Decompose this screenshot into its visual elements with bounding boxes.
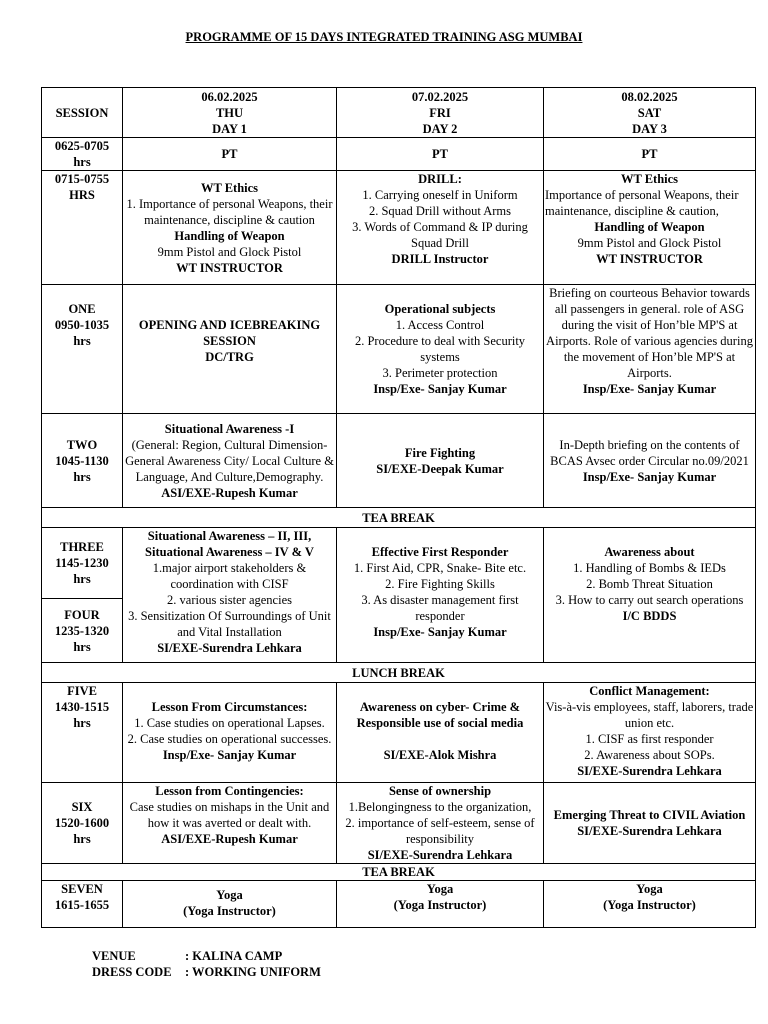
session-cell: Lesson From Circumstances: 1. Case studies on operational Lapses. 2. Case studies on operational successes. Insp/Exe- Sanjay Kumar: [123, 683, 337, 783]
day-weekday: FRI: [429, 105, 451, 120]
day-date: 07.02.2025: [411, 89, 469, 104]
session-cell: PT: [544, 138, 756, 171]
session-time: ONE 0950-1035 hrs: [42, 285, 123, 414]
session-time: THREE 1145-1230 hrs: [42, 528, 123, 599]
session-row: [42, 285, 756, 414]
session-cell: Situational Awareness – II, III, Situational Awareness – IV & V 1.major airport stakeholders & coordination with CISF 2. various sister agencies 3. Sensitization Of Surroundings of Unit and Vital Installation SI/EXE-Surendra Lehkara: [123, 528, 337, 663]
session-cell: WT Ethics Importance of personal Weapons, their maintenance, discipline & caution, Handling of Weapon 9mm Pistol and Glock Pistol WT INSTRUCTOR: [544, 171, 756, 285]
session-row: [42, 414, 756, 508]
session-time: SIX 1520-1600 hrs: [42, 783, 123, 864]
day-header: [123, 88, 337, 138]
venue-line: [92, 948, 321, 964]
session-cell: Emerging Threat to CIVIL Aviation SI/EXE-Surendra Lehkara: [544, 783, 756, 864]
day-date: 06.02.2025: [201, 89, 258, 104]
session-row: [42, 171, 756, 285]
venue-value: : KALINA CAMP: [185, 949, 283, 963]
break-row: [42, 508, 756, 528]
schedule-table: [41, 87, 756, 928]
dress-code-value: : WORKING UNIFORM: [185, 965, 321, 979]
day-header: [337, 88, 544, 138]
session-cell: PT: [123, 138, 337, 171]
break-row: [42, 663, 756, 683]
session-row: [42, 683, 756, 783]
break-row: [42, 864, 756, 881]
session-time: 0625-0705 hrs: [42, 138, 123, 171]
session-time: TWO 1045-1130 hrs: [42, 414, 123, 508]
day-weekday: SAT: [637, 105, 662, 120]
session-cell: Yoga (Yoga Instructor): [123, 881, 337, 928]
session-header: SESSION: [42, 88, 123, 138]
session-cell: OPENING AND ICEBREAKING SESSION DC/TRG: [123, 285, 337, 414]
session-cell: Situational Awareness -I (General: Region, Cultural Dimension- General Awareness City/ Local Culture & Language, And Culture,Demography. ASI/EXE-Rupesh Kumar: [123, 414, 337, 508]
day-header: [544, 88, 756, 138]
session-time: FOUR 1235-1320 hrs: [42, 599, 123, 663]
session-time: SEVEN 1615-1655: [42, 881, 123, 928]
session-cell: Awareness on cyber- Crime & Responsible use of social media SI/EXE-Alok Mishra: [337, 683, 544, 783]
session-cell: Yoga (Yoga Instructor): [337, 881, 544, 928]
day-weekday: THU: [215, 105, 244, 120]
tea-break: TEA BREAK: [42, 508, 756, 528]
day-number: DAY 1: [212, 121, 247, 136]
session-cell: In-Depth briefing on the contents of BCAS Avsec order Circular no.09/2021 Insp/Exe- Sanjay Kumar: [544, 414, 756, 508]
session-time: 0715-0755 HRS: [42, 171, 123, 285]
day-number: DAY 2: [422, 121, 458, 136]
session-cell: DRILL: 1. Carrying oneself in Uniform 2. Squad Drill without Arms 3. Words of Command & IP during Squad Drill DRILL Instructor: [337, 171, 544, 285]
session-cell: Effective First Responder 1. First Aid, CPR, Snake- Bite etc. 2. Fire Fighting Skills 3. As disaster management first responder Insp/Exe- Sanjay Kumar: [337, 528, 544, 663]
session-cell: Conflict Management: Vis-à-vis employees, staff, laborers, trade union etc. 1. CISF as first responder 2. Awareness about SOPs. SI/EXE-Surendra Lehkara: [544, 683, 756, 783]
session-cell: Lesson from Contingencies: Case studies on mishaps in the Unit and how it was averted or dealt with. ASI/EXE-Rupesh Kumar: [123, 783, 337, 864]
session-cell: PT: [337, 138, 544, 171]
venue-label: VENUE: [92, 949, 136, 963]
session-cell: Fire Fighting SI/EXE-Deepak Kumar: [337, 414, 544, 508]
page-title: PROGRAMME OF 15 DAYS INTEGRATED TRAINING ASG MUMBAI: [185, 30, 583, 44]
session-cell: WT Ethics 1. Importance of personal Weapons, their maintenance, discipline & caution Handling of Weapon 9mm Pistol and Glock Pistol WT INSTRUCTOR: [123, 171, 337, 285]
session-row: [42, 881, 756, 928]
tea-break: TEA BREAK: [42, 864, 756, 881]
session-cell: Sense of ownership 1.Belongingness to the organization, 2. importance of self-esteem, sense of responsibility SI/EXE-Surendra Lehkara: [337, 783, 544, 864]
session-cell: Briefing on courteous Behavior towards all passengers in general. role of ASG during the visit of Hon’ble MP'S at Airports. Role of various agencies during the movement of Hon’ble MP'S at Airports. Insp/Exe- Sanjay Kumar: [544, 285, 756, 414]
session-cell: Operational subjects 1. Access Control 2. Procedure to deal with Security systems 3. Perimeter protection Insp/Exe- Sanjay Kumar: [337, 285, 544, 414]
session-cell: Awareness about 1. Handling of Bombs & IEDs 2. Bomb Threat Situation 3. How to carry out search operations I/C BDDS: [544, 528, 756, 663]
session-row: [42, 138, 756, 171]
header-row: [42, 88, 756, 138]
footer: [92, 948, 321, 980]
dress-code-line: [92, 964, 321, 980]
dress-code-label: DRESS CODE: [92, 965, 172, 979]
session-cell: Yoga (Yoga Instructor): [544, 881, 756, 928]
session-time: FIVE 1430-1515 hrs: [42, 683, 123, 783]
day-number: DAY 3: [632, 121, 667, 136]
session-row: [42, 528, 756, 599]
session-row: [42, 783, 756, 864]
day-date: 08.02.2025: [621, 89, 678, 104]
lunch-break: LUNCH BREAK: [42, 663, 756, 683]
